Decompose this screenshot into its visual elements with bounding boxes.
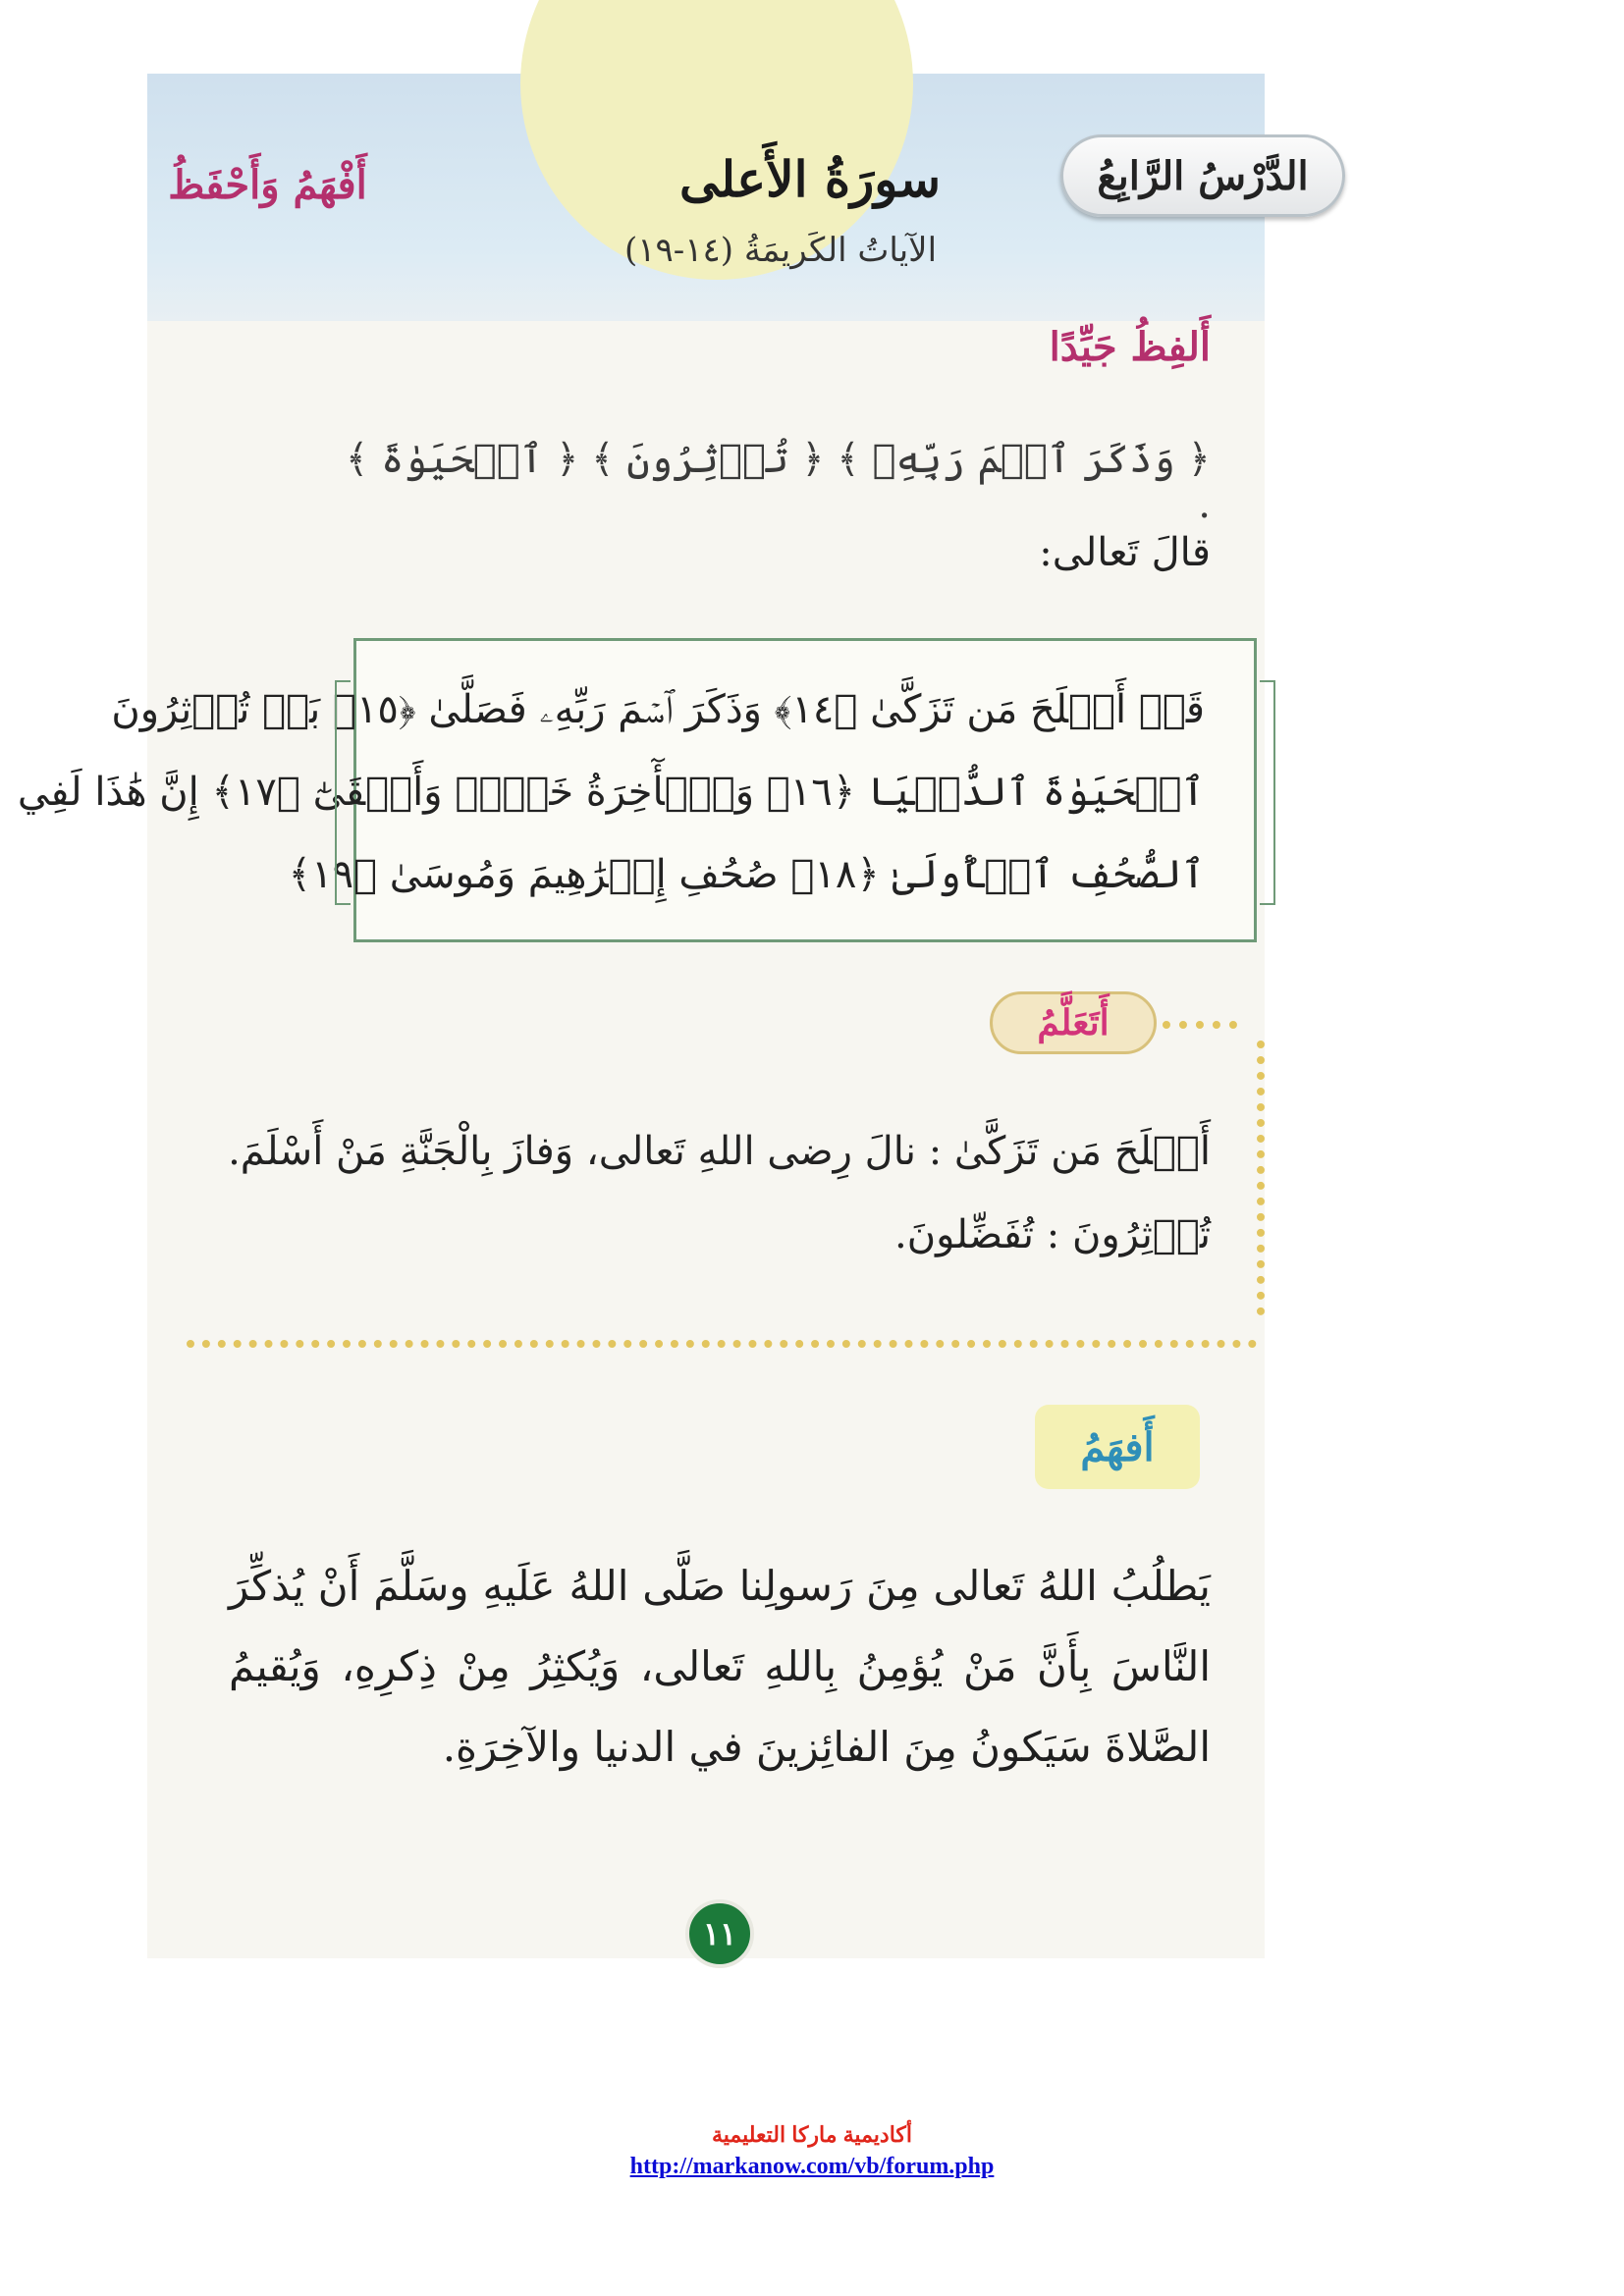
learn-tab-label: أَتَعَلَّمُ [1037,1002,1110,1043]
scanned-page [17,74,1309,1958]
page-number: ١١ [685,1899,754,1968]
understand-badge-label: أَفهَمُ [1080,1423,1155,1470]
verse-line-1: قَدۡ أَفۡلَحَ مَن تَزَكَّىٰ ﴿١٤﴾ وَذَكَرَ ٱسۡمَ رَبِّهِۦ فَصَلَّىٰ ﴿١٥﴾ بَلۡ تُؤۡثِرُونَ [111,687,1205,732]
footer-brand: أكاديمية ماركا التعليمية [711,2122,912,2147]
vocab-row-1: أَفۡلَحَ مَن تَزَكَّىٰ : نالَ رِضى اللهِ تَعالى، وَفازَ بِالْجَنَّةِ مَنْ أَسْلَمَ. [228,1129,1211,1174]
pronounce-heading: أَلفِظُ جَيِّدًا [1049,324,1211,370]
dotted-border-right [1257,1041,1265,1315]
dotted-border-bottom [187,1340,1257,1348]
vocab-row-2: تُؤۡثِرُونَ : تُفَضِّلونَ. [894,1212,1211,1257]
said-label: قالَ تَعالى: [1039,530,1211,575]
lesson-label: الدَّرْسُ الرَّابِعُ [1097,152,1309,199]
verse-frame [17,638,1257,942]
lesson-label-badge [1060,134,1345,217]
verse-range: الآياتُ الكَريمَةُ (١٤-١٩) [623,231,938,270]
learn-tab [990,991,1157,1054]
footer-link[interactable]: http://markanow.com/vb/forum.php [629,2154,995,2179]
verse-line-3: ٱلصُّحُفِ ٱلۡأُولَىٰ ﴿١٨﴾ صُحُفِ إِبۡرَٰهِيمَ وَمُوسَىٰ ﴿١٩﴾ [288,852,1205,897]
verse-line-2: ٱلۡحَيَوٰةَ ٱلدُّنۡيَا ﴿١٦﴾ وَٱلۡأٓخِرَةُ خَيۡرٞ وَأَبۡقَىٰٓ ﴿١٧﴾ إِنَّ هَٰذَا لَفِي [17,770,1205,815]
surah-title: سورَةُ الأَعلى [679,150,941,208]
section-badge: أَفْهَمُ وَأَحْفَظُ [168,162,367,208]
understand-badge [1039,1409,1196,1485]
understand-paragraph: يَطلُبُ اللهُ تَعالى مِنَ رَسولِنا صَلَّى اللهُ عَلَيهِ وسَلَّمَ أَنْ يُذكِّرَ النَّاسَ بِأَنَّ مَنْ يُؤمِنُ بِاللهِ تَعالى، وَيُكثِرُ مِنْ ذِكرِهِ، وَيُقيمُ الصَّلاةَ سَيَكونُ مِنَ الفائِزينَ في الدنيا والآخِرَةِ. [229,1562,1211,1771]
pronounce-word-list: ﴿ وَذَكَرَ ٱسۡمَ رَبِّهِۦ ﴾ ﴿ تُؤۡثِرُونَ ﴾ ﴿ ٱلۡحَيَوٰةَ ﴾ . [345,437,1211,527]
